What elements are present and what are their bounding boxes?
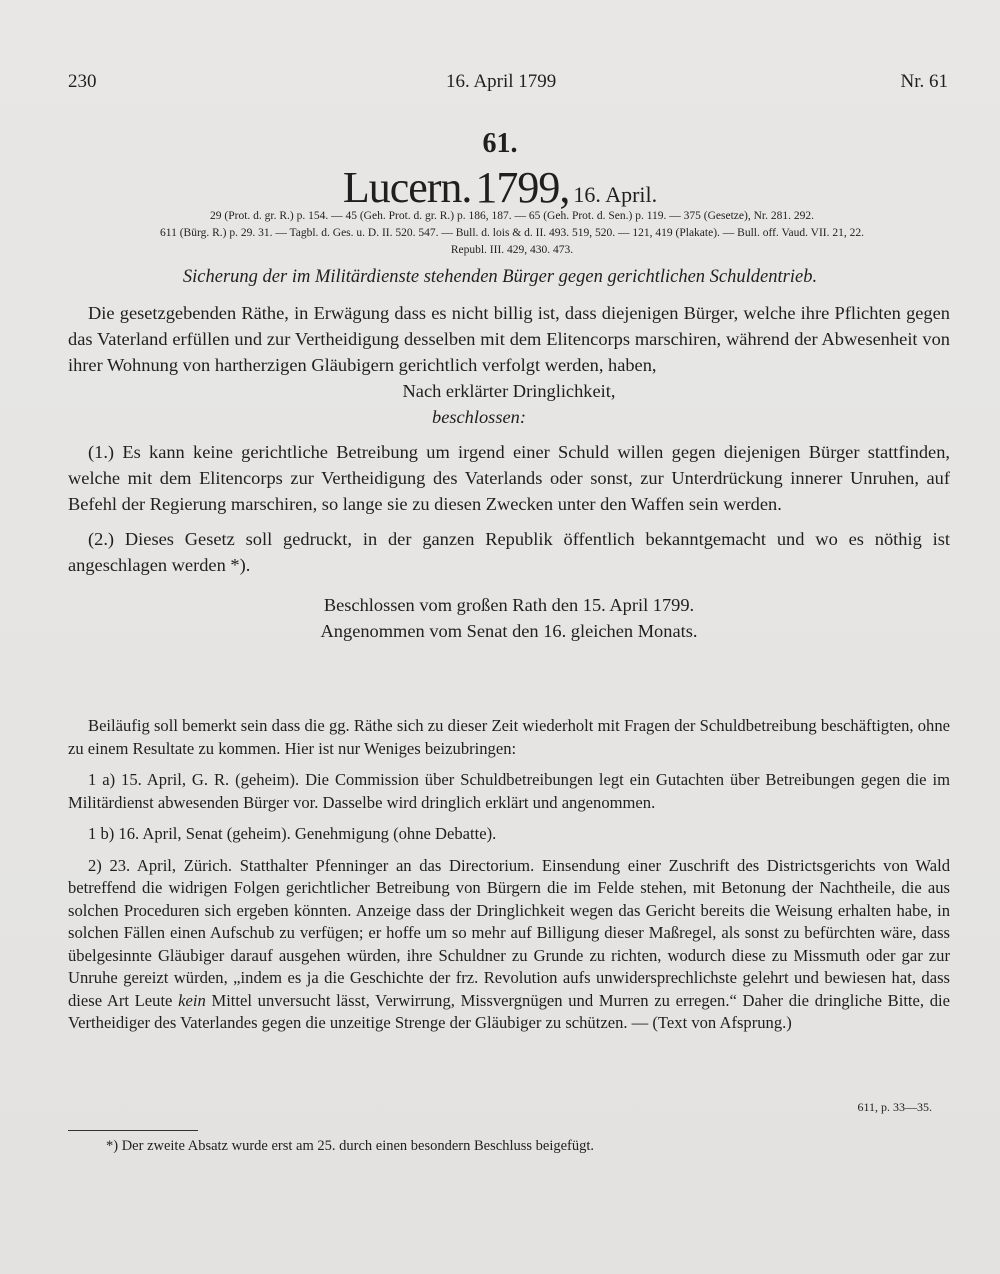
title-city: Lucern. bbox=[342, 163, 472, 212]
editorial-notes bbox=[68, 715, 950, 1035]
note-item-2-text-end: Mittel unversucht lässt, Verwirrung, Missvergnügen und Murren zu erregen.“ Daher die dringliche Bitte, die Vertheidiger des Vaterlandes gegen die unzeitige Strenge der Gläubiger zu schützen. — (Text von Afsprung.) bbox=[68, 990, 950, 1032]
note-item-2 bbox=[68, 855, 950, 1035]
note-item-2-emphasis: kein bbox=[178, 990, 206, 1010]
note-item-2-reference: 611, p. 33—35. bbox=[857, 1100, 932, 1114]
note-item-2-text: 2) 23. April, Zürich. Statthalter Pfenninger an das Directorium. Einsendung einer Zuschrift des Districtsgerichts von Wald betreffend die widrigen Folgen gerichtlicher Betreibung von Bürgern die im Felde stehen, mit Betonung der Nachtheile, die aus solchen Proceduren sich ergeben könnten. Anzeige dass der Dringlichkeit wegen das Gericht bereits die Weisung erhalten habe, in solchen Fällen einen Aufschub zu verfügen; er hoffe um so mehr auf Billigung dieser Maßregel, als sonst zu befürchten wäre, dass übelgesinnte Gläubiger darauf ausgehen würden, ihre Schuldner zu Grunde zu richten, wodurch diese zu Missmuth oder gar zur Unruhe gereizt würden, „indem es ja die Geschichte der frz. Revolution aufs unwidersprechlichste gelehrt und bewiesen hat, dass diese Art Leute bbox=[68, 855, 950, 1010]
note-item-1a: 1 a) 15. April, G. R. (geheim). Die Commission über Schuldbetreibungen legt ein Gutachten über Betreibungen gegen die im Militärdienst abwesenden Bürger vor. Dasselbe wird dringlich erklärt und angenommen. bbox=[68, 770, 950, 812]
law-text bbox=[68, 300, 950, 644]
title-year: 1799, bbox=[475, 163, 570, 212]
source-references bbox=[72, 208, 952, 259]
reference-line: Republ. III. 429, 430. 473. bbox=[450, 244, 574, 256]
preamble-paragraph: Die gesetzgebenden Räthe, in Erwägung dass es nicht billig ist, dass diejenigen Bürger, welche ihre Pflichten gegen das Vaterland erfüllen und zur Vertheidigung desselben mit dem Elitencorps marschiren, während der Abwesenheit von ihrer Wohnung von hartherzigen Gläubigern gerichtlich verfolgt werden, haben, bbox=[68, 303, 950, 375]
footnote: *) Der zweite Absatz wurde erst am 25. durch einen besondern Beschluss beigefügt. bbox=[106, 1138, 595, 1154]
accepted-senate-line: Angenommen vom Senat den 16. gleichen Monats. bbox=[320, 621, 698, 641]
notes-intro: Beiläufig soll bemerkt sein dass die gg. Räthe sich zu dieser Zeit wiederholt mit Fragen der Schuldbetreibung beschäftigten, ohne zu einem Resultate zu kommen. Hier ist nur Weniges beizubringen: bbox=[68, 716, 950, 758]
passed-council-line: Beschlossen vom großen Rath den 15. April 1799. bbox=[323, 595, 695, 615]
article-1: (1.) Es kann keine gerichtliche Betreibung um irgend einer Schuld willen gegen diejenigen Bürger stattfinden, welche mit dem Elitencorps zur Vertheidigung des Vaterlands oder sonst, zur Unterdrückung innerer Unruhen, auf Befehl der Regierung marschiren, so lange sie zu diesen Zwecken unter den Waffen sein werden. bbox=[68, 442, 950, 514]
reference-line: 29 (Prot. d. gr. R.) p. 154. — 45 (Geh. Prot. d. gr. R.) p. 186, 187. — 65 (Geh. Prot. d. Sen.) p. 119. — 375 (Gesetze), Nr. 281. 292. bbox=[210, 210, 814, 222]
document-subject: Sicherung der im Militärdienste stehenden Bürger gegen gerichtlichen Schuldentrieb. bbox=[182, 267, 818, 287]
document-number: 61. bbox=[482, 128, 518, 159]
note-item-1b: 1 b) 16. April, Senat (geheim). Genehmigung (ohne Debatte). bbox=[88, 824, 497, 843]
document-title bbox=[0, 162, 1000, 213]
title-day: 16. April. bbox=[573, 182, 658, 207]
footnote-rule bbox=[68, 1130, 198, 1131]
page-number: 230 bbox=[68, 71, 97, 92]
header-date: 16. April 1799 bbox=[446, 71, 557, 92]
resolved-line: beschlossen: bbox=[432, 407, 526, 427]
running-header bbox=[68, 71, 948, 101]
reference-line: 611 (Bürg. R.) p. 29. 31. — Tagbl. d. Ges. u. D. II. 520. 547. — Bull. d. lois & d. II. 493. 519, 520. — 121, 419 (Plakate). — Bull. off. Vaud. VII. 21, 22. bbox=[160, 227, 864, 239]
article-2: (2.) Dieses Gesetz soll gedruckt, in der ganzen Republik öffentlich bekanntgemacht und wo es nöthig ist angeschlagen werden *). bbox=[68, 529, 950, 575]
urgency-line: Nach erklärter Dringlichkeit, bbox=[402, 381, 616, 401]
header-doc-ref: Nr. 61 bbox=[900, 71, 948, 92]
